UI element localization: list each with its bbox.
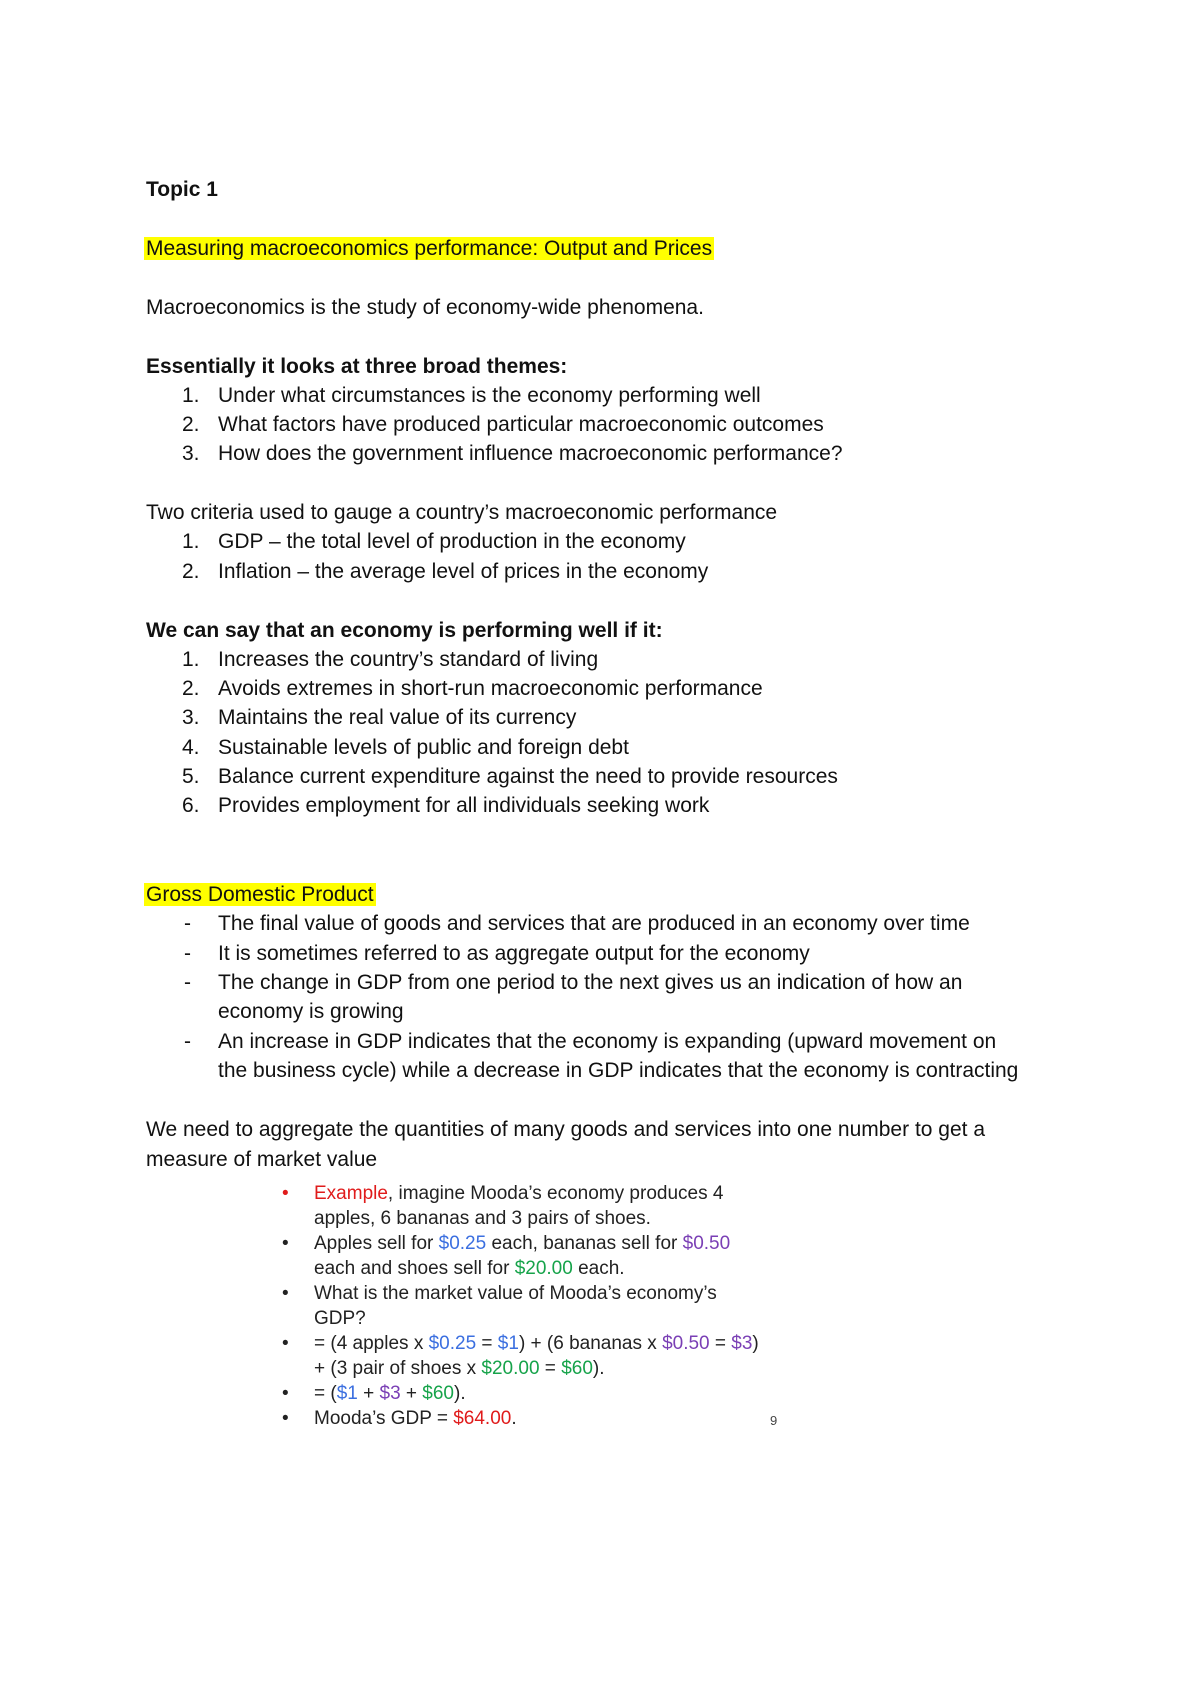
list-item: 2. Inflation – the average level of prices in the economy [182,560,709,583]
aggregate-paragraph-line: measure of market value [146,1148,378,1171]
bullet-dot: • [282,1408,289,1429]
slide-page-number: 9 [770,1413,778,1428]
bullet-text: An increase in GDP indicates that the economy is expanding (upward movement on [218,1030,997,1053]
example-line: What is the market value of Mooda’s economy’s [314,1283,717,1304]
bullet-text-continued: economy is growing [218,1000,404,1023]
bullet-dot: • [282,1333,289,1354]
example-line: apples, 6 bananas and 3 pairs of shoes. [314,1208,651,1229]
bullet-dot: • [282,1233,289,1254]
dash-bullet: - [184,942,191,965]
list-item: 3. How does the government influence macroeconomic performance? [182,442,843,465]
highlighted-heading: Gross Domestic Product [146,883,374,906]
themes-heading: Essentially it looks at three broad themes: [146,355,568,378]
list-item: 1. Under what circumstances is the economy performing well [182,384,761,407]
dash-bullet: - [184,971,191,994]
topic-label: Topic 1 [146,178,218,201]
bullet-dot: • [282,1283,289,1304]
example-line: GDP? [314,1308,366,1329]
example-line: = (4 apples x $0.25 = $1) + (6 bananas x $0.50 = $3) [314,1333,759,1354]
bullet-dot: • [282,1183,289,1204]
bullet-text: The final value of goods and services that are produced in an economy over time [218,912,970,935]
list-item: 2. Avoids extremes in short-run macroeconomic performance [182,677,763,700]
list-item: 4. Sustainable levels of public and foreign debt [182,736,629,759]
section-heading-measuring [146,235,714,263]
bullet-dot: • [282,1383,289,1404]
dash-bullet: - [184,912,191,935]
example-line: Mooda’s GDP = $64.00. [314,1408,517,1429]
list-item: 2. What factors have produced particular macroeconomic outcomes [182,413,824,436]
example-line: = ($1 + $3 + $60). [314,1383,466,1404]
dash-bullet: - [184,1030,191,1053]
section-heading-gdp [146,881,376,909]
intro-paragraph: Macroeconomics is the study of economy-wide phenomena. [146,296,704,319]
aggregate-paragraph-line: We need to aggregate the quantities of many goods and services into one number to get a [146,1118,985,1141]
list-item: 1. GDP – the total level of production in the economy [182,530,686,553]
criteria-heading: Two criteria used to gauge a country’s macroeconomic performance [146,501,778,524]
bullet-text: The change in GDP from one period to the next gives us an indication of how an [218,971,963,994]
example-line: each and shoes sell for $20.00 each. [314,1258,625,1279]
list-item: 1. Increases the country’s standard of living [182,648,599,671]
example-line: + (3 pair of shoes x $20.00 = $60). [314,1358,605,1379]
example-line: Apples sell for $0.25 each, bananas sell for $0.50 [314,1233,731,1254]
example-line: Example, imagine Mooda’s economy produces 4 [314,1183,724,1204]
list-item: 3. Maintains the real value of its currency [182,706,577,729]
bullet-text: It is sometimes referred to as aggregate output for the economy [218,942,810,965]
highlighted-heading: Measuring macroeconomics performance: Output and Prices [146,237,713,260]
list-item: 5. Balance current expenditure against the need to provide resources [182,765,838,788]
performing-heading: We can say that an economy is performing well if it: [146,619,663,642]
list-item: 6. Provides employment for all individuals seeking work [182,794,710,817]
bullet-text-continued: the business cycle) while a decrease in GDP indicates that the economy is contracting [218,1059,1019,1082]
